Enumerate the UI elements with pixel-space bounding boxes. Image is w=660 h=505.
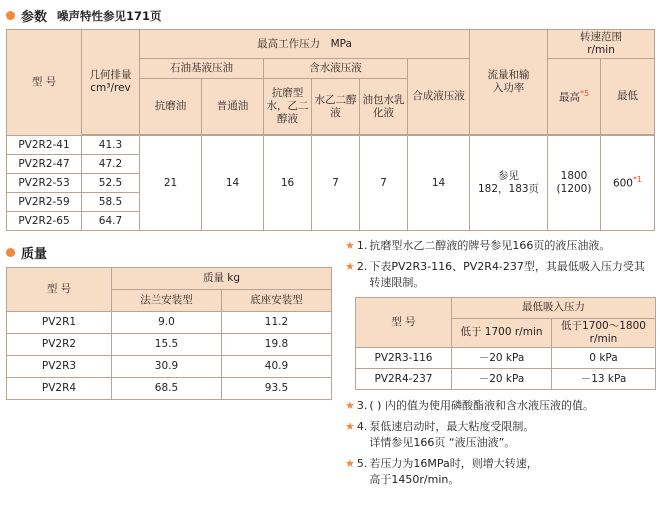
notes-section: [345, 238, 657, 493]
cell-model: PV2R4: [7, 378, 112, 400]
note-item: [345, 238, 657, 254]
notes-lower-group: [345, 398, 657, 488]
cell-high-speed: －13 kPa: [552, 369, 656, 390]
cell-flange: 15.5: [112, 334, 222, 356]
table-row: [7, 312, 332, 334]
table-row: [7, 356, 332, 378]
cell-displacement: 41.3: [82, 136, 140, 155]
table-row: [7, 378, 332, 400]
cell-high-speed: 0 kPa: [552, 348, 656, 369]
cell-normal-oil: 14: [202, 136, 264, 231]
cell-flange: 68.5: [112, 378, 222, 400]
cell-model: PV2R2-59: [7, 193, 82, 212]
note-number: 2.: [356, 259, 368, 273]
star-icon: ★: [345, 456, 355, 470]
cell-flange: 30.9: [112, 356, 222, 378]
cell-model: PV2R4-237: [356, 369, 452, 390]
header-water-glycol: 抗磨型水，乙二醇液: [264, 79, 312, 135]
table-row: [7, 136, 655, 155]
cell-flange: 9.0: [112, 312, 222, 334]
note-number: 1.: [356, 239, 368, 252]
cell-displacement: 52.5: [82, 174, 140, 193]
header-low-speed: 低于 1700 r/min: [452, 318, 552, 347]
parameters-heading: [6, 6, 655, 25]
header-displacement: 几何排量 cm³/rev: [82, 30, 140, 135]
cell-model: PV2R1: [7, 312, 112, 334]
star-icon: ★: [345, 399, 355, 413]
suction-pressure-table: [355, 297, 656, 390]
cell-speed-max: 1800 (1200): [548, 136, 601, 231]
cell-glycol: 7: [312, 136, 360, 231]
note-number: 5.: [356, 456, 368, 470]
quality-heading: [6, 243, 332, 262]
bullet-icon: [6, 248, 15, 257]
header-suction-model: 型 号: [356, 297, 452, 347]
parameters-subtitle: 噪声特性参见171页: [57, 8, 162, 23]
header-foot-type: 底座安装型: [222, 290, 332, 312]
header-synth-group: 合成液压液: [408, 59, 470, 135]
table-row: [356, 369, 656, 390]
parameters-table: [6, 29, 655, 231]
cell-displacement: 64.7: [82, 212, 140, 231]
note-text: 泵低速启动时，最大粘度受限制。 详情参见166页 “液压油液”。: [369, 420, 535, 449]
note-item: [345, 398, 657, 414]
note-text: 下表PV2R3-116、PV2R4-237型，其最低吸入压力受其 转速限制。: [369, 259, 645, 289]
cell-model: PV2R2-65: [7, 212, 82, 231]
header-speed-range: 转速范围 r/min: [548, 30, 655, 59]
table-row: [7, 334, 332, 356]
cell-foot: 93.5: [222, 378, 332, 400]
note-text: 若压力为16MPa时，则增大转速， 高于1450r/min。: [369, 456, 538, 486]
header-quality-mass: 质量 kg: [112, 268, 332, 290]
cell-abrasion-oil: 21: [140, 136, 202, 231]
parameters-section: [6, 6, 655, 231]
note-item: [345, 419, 657, 451]
cell-model: PV2R3-116: [356, 348, 452, 369]
cell-model: PV2R2: [7, 334, 112, 356]
star-icon: ★: [345, 420, 355, 433]
header-model: 型 号: [7, 30, 82, 136]
header-flange-type: 法兰安装型: [112, 290, 222, 312]
star-icon: ★: [345, 259, 355, 273]
star-icon: ★: [345, 239, 355, 252]
note-item: [345, 456, 657, 488]
cell-model: PV2R2-41: [7, 136, 82, 155]
cell-phosphate: 14: [408, 136, 470, 231]
footnote-marker-5: *5: [579, 88, 590, 98]
cell-water-glycol: 16: [264, 136, 312, 231]
cell-speed-min: 600$^{*1}$: [601, 136, 655, 231]
cell-foot: 11.2: [222, 312, 332, 334]
header-water-group: 含水液压液: [264, 59, 408, 79]
header-high-speed: 低于1700～1800 r/min: [552, 318, 656, 347]
header-speed-min: 最低: [601, 59, 655, 135]
header-min-suction: 最低吸入压力: [452, 297, 656, 318]
cell-model: PV2R2-47: [7, 155, 82, 174]
quality-table: [6, 267, 332, 400]
cell-foot: 19.8: [222, 334, 332, 356]
bullet-icon: [6, 11, 15, 20]
cell-model: PV2R3: [7, 356, 112, 378]
header-quality-model: 型 号: [7, 268, 112, 312]
header-power: 流量和输 入功率: [470, 30, 548, 135]
header-glycol: 水乙二醇液: [312, 79, 360, 135]
header-max-pressure: 最高工作压力 MPa: [140, 30, 470, 59]
header-speed-max: 最高$^{*5}$: [548, 59, 601, 135]
cell-foot: 40.9: [222, 356, 332, 378]
cell-low-speed: －20 kPa: [452, 348, 552, 369]
note-number: 4.: [356, 420, 368, 433]
cell-displacement: 58.5: [82, 193, 140, 212]
cell-model: PV2R2-53: [7, 174, 82, 193]
cell-low-speed: －20 kPa: [452, 369, 552, 390]
cell-oil-in-water: 7: [360, 136, 408, 231]
cell-power: 参见 182，183页: [470, 136, 548, 231]
header-abrasion-oil: 抗磨油: [140, 79, 202, 135]
header-oil-in-water: 油包水乳化液: [360, 79, 408, 135]
note-text: 抗磨型水乙二醇液的牌号参见166页的液压油液。: [369, 239, 611, 252]
cell-displacement: 47.2: [82, 155, 140, 174]
header-normal-oil: 普通油: [202, 79, 264, 135]
note-text: ( ) 内的值为使用磷酸酯液和含水液压液的值。: [369, 399, 594, 413]
table-row: [356, 348, 656, 369]
quality-section: [6, 243, 332, 400]
parameters-title: 参数: [21, 10, 48, 25]
footnote-marker-1: *1: [632, 175, 643, 185]
note-item: [345, 259, 657, 291]
quality-title: 质量: [21, 247, 48, 262]
header-oil-group: 石油基液压油: [140, 59, 264, 79]
note-number: 3.: [356, 399, 368, 413]
